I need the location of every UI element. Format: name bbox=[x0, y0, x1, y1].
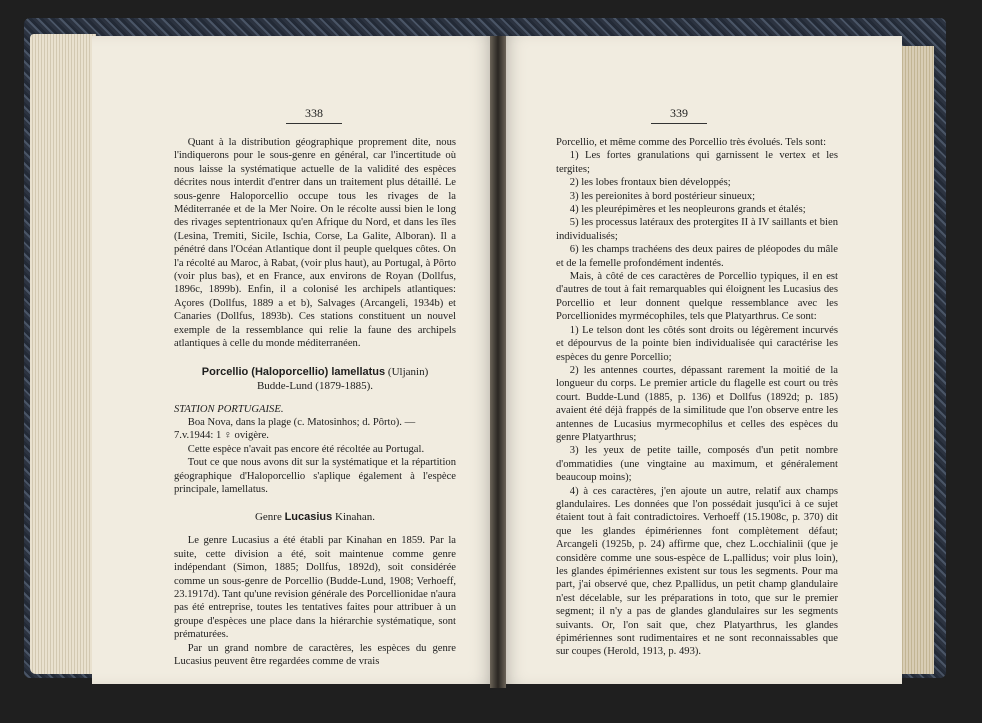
opening-line: Porcellio, et même comme des Porcellio très évolués. Tels sont: bbox=[556, 137, 827, 148]
list-item: 2) les antennes courtes, dépassant rarement la moitié de la longueur du corps. Le premier article du flagelle est court ou très court. Budde-Lund (1885, p. 136) et Dollfus (1892d; p. 185) avaient été déjà frappés de la similitude que l'on observe entre les antennes de Lucasius myrmecophilus et celles des espèces du genre Platyarthrus; bbox=[556, 364, 838, 443]
station-line-2: 7.v.1944: 1 ♀ ovigère. bbox=[174, 430, 269, 442]
list-item: 2) les lobes frontaux bien développés; bbox=[569, 177, 731, 189]
right-page-text bbox=[556, 136, 838, 659]
note-paragraph-2: Tout ce que nous avons dit sur la systématique et la répartition géographique d'Haloporcellio s'aplique également à l'espèce principale, lamellatus. bbox=[174, 457, 456, 495]
list-item: 3) les pereionites à bord postérieur sinueux; bbox=[569, 190, 756, 202]
note-paragraph-1: Cette espèce n'avait pas encore été récoltée au Portugal. bbox=[187, 443, 425, 455]
species-author-line2: Budde-Lund (1879-1885). bbox=[256, 379, 374, 392]
list-item: 5) les processus latéraux des protergites II à IV saillants et bien individualisés; bbox=[556, 217, 838, 242]
page-number-right: 339 bbox=[670, 106, 688, 120]
page-edges-left bbox=[30, 34, 96, 674]
left-page-text bbox=[174, 136, 456, 668]
list-item: 4) à ces caractères, j'en ajoute un autre, relatif aux champs glandulaires. Les données que l'on possédait jusqu'ici à ce sujet étaient tout à fait contradictoires. Verhoeff (15.1908c, p. 370) dit que les glandes épimériennes font complètement défaut; Arcangeli (1925b, p. 24) affirme que, chez L.occhialinii (que je considère comme une sous-espèce de L.pallidus; voir plus loin), les glandes épimériennes existent sur tous les segments. Pour ma part, j'ai observé que, chez P.pallidus, un petit champ glandulaire n'est décelable, sur les préparations in toto, que sur le premier segment; il n'y a pas de glandes glandulaires sur les segments suivants. Or, l'on sait que, chez Platyarthrus, les glandes épimériennes sont rudimentaires et ne sont reconnaissables que sur coupes (Herold, 1913, p. 493). bbox=[556, 485, 838, 658]
distribution-paragraph: Quant à la distribution géographique proprement dite, nous l'indiquerons pour le sous-genre en général, car l'incertitude où nous laisse la systématique actuelle de la validité des espèces décrites nous interdit d'entrer dans un traitement plus détaillé. Le sous-genre Haloporcellio occupe tous les rivages de la Méditerranée et de la Mer Noire. On le récolte aussi bien le long des rivages septentrionaux qu'en Afrique du Nord, et dans les îles (Lesina, Tremiti, Sicile, Ischia, Corse, La Galite, Alboran). Il a pénétré dans l'Océan Atlantique dont il peuple quelques côtes. On l'a récolté au Maroc, à Rabat, (voir plus haut), au Portugal, à Pôrto (voir plus bas), et en France, aux environs de Royan (Dollfus, 1896c, 1899b). Enfin, il a colonisé les archipels atlantiques: Açores (Dollfus, 1889 a et b), Salvages (Arcangeli, 1934b) et Canaries (Dollfus, 1893b). Ces stations constituent un nouvel exemple de la ressemblance qui relie la faune des archipels atlantiques à celle du monde méditerranéen. bbox=[174, 137, 456, 350]
list-item: 4) les pleurépimères et les neopleurons grands et étalés; bbox=[569, 204, 806, 216]
station-line-1: Boa Nova, dans la plage (c. Matosinhos; d. Pôrto). — bbox=[187, 416, 416, 428]
page-number-left: 338 bbox=[305, 106, 323, 120]
list-item: 1) Les fortes granulations qui garnissent le vertex et les tergites; bbox=[556, 150, 838, 175]
list-item: 6) les champs trachéens des deux paires de pléopodes du mâle et de la femelle profondément indentés. bbox=[556, 244, 838, 269]
left-page bbox=[92, 36, 496, 684]
right-page bbox=[500, 36, 902, 684]
list-item: 1) Le telson dont les côtés sont droits ou légèrement incurvés et dépourvus de la pointe bien individualisée qui caractérise les espèces du genre Porcellio; bbox=[556, 324, 838, 363]
genus-name: Lucasius bbox=[284, 511, 333, 524]
page-number-rule-left bbox=[286, 123, 342, 124]
genus-paragraph-1: Le genre Lucasius a été établi par Kinahan en 1859. Par la suite, cette division a été, soit maintenue comme genre indépendant (Simon, 1885; Dollfus, 1892d), soit considérée comme un sous-genre de Porcellio (Budde-Lund, 1908; Verhoeff, 23.1917d). Tant qu'une revision générale des Porcellionidae n'aura pas été entreprise, toutes les tentatives faites pour attribuer à un groupe d'espèces une place dans la hiérarchie systématique, sont prématurées. bbox=[174, 535, 456, 641]
species-name: Porcellio (Haloporcellio) lamellatus bbox=[201, 365, 386, 378]
book-gutter bbox=[490, 36, 506, 688]
genus-heading bbox=[174, 510, 456, 524]
genus-prefix: Genre bbox=[254, 511, 282, 524]
mais-paragraph: Mais, à côté de ces caractères de Porcellio typiques, il en est d'autres de tout à fait remarquables qui éloignent les Lucasius des Porcellio et leur donnent quelque ressemblance avec les Porcellionides myrmécophiles, tels que Platyarthrus. Ce sont: bbox=[556, 271, 838, 323]
species-heading bbox=[174, 365, 456, 393]
station-title: STATION PORTUGAISE. bbox=[174, 403, 284, 415]
list-item: 3) les yeux de petite taille, composés d'un petit nombre d'ommatidies (une vingtaine au maximum, et généralement beaucoup moins); bbox=[556, 445, 838, 484]
page-number-rule-right bbox=[651, 123, 707, 124]
genus-paragraph-2: Par un grand nombre de caractères, les espèces du genre Lucasius peuvent être regardées comme de vrais bbox=[174, 642, 456, 667]
species-author: (Uljanin) bbox=[387, 365, 429, 378]
genus-author: Kinahan. bbox=[335, 511, 376, 524]
